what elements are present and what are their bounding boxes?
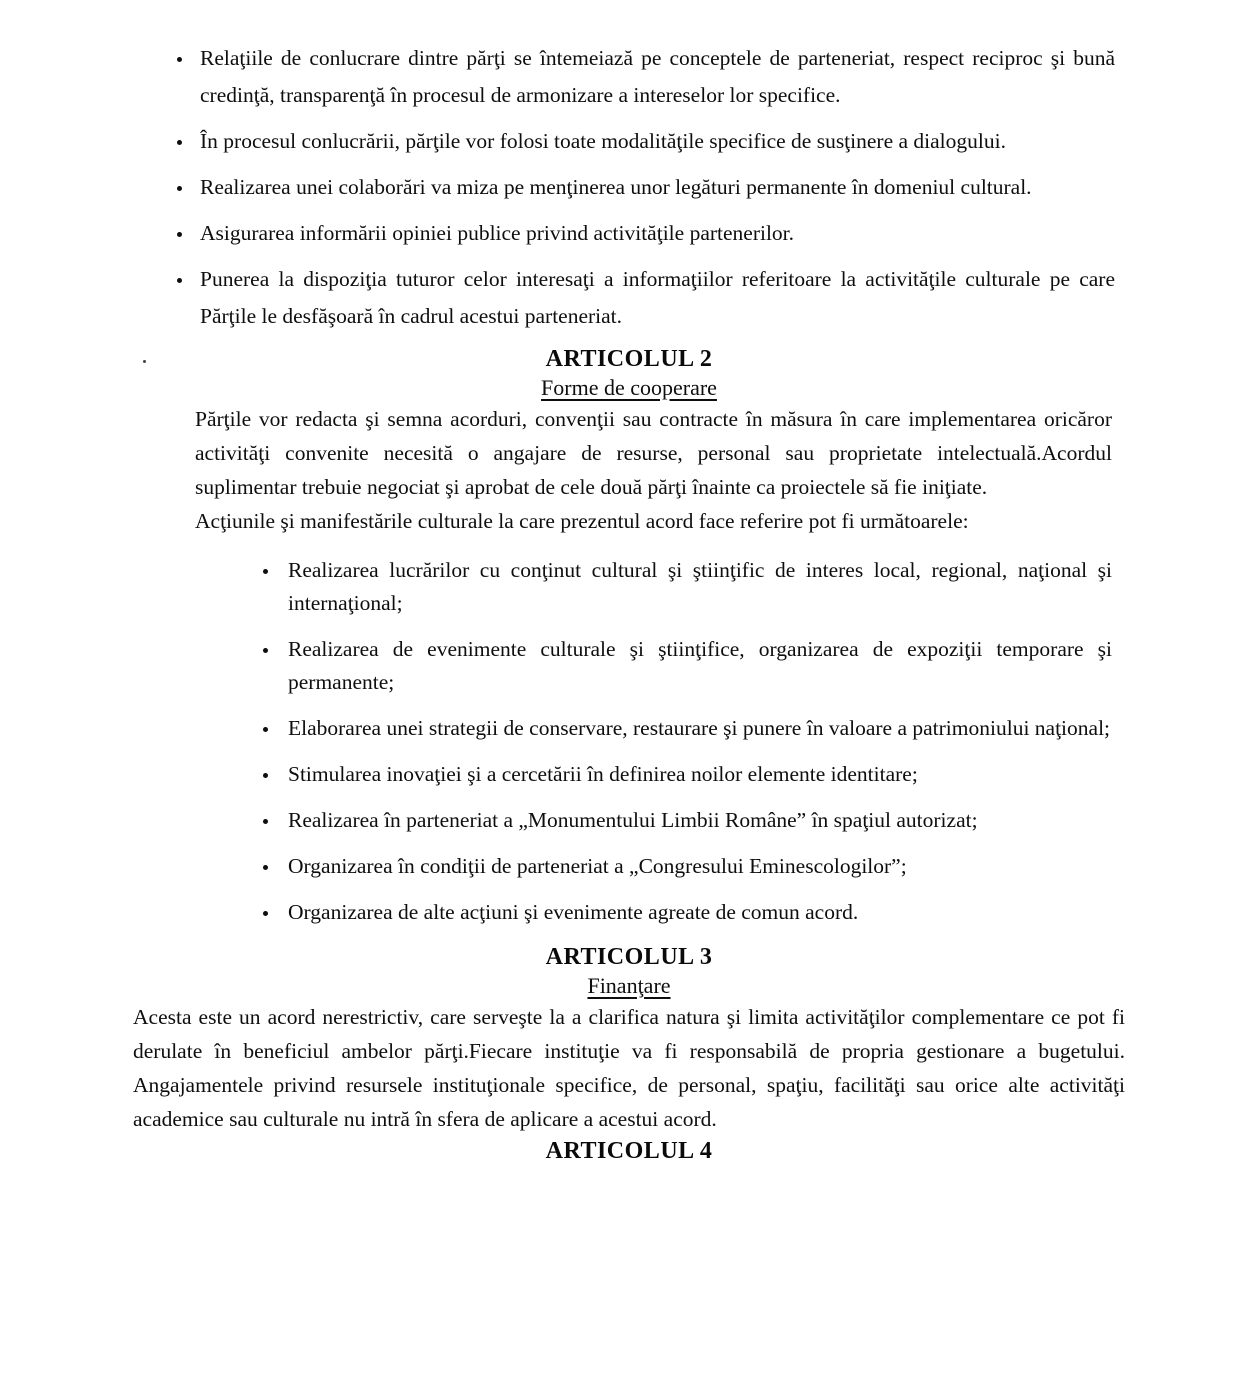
article-2-bullet-item	[280, 633, 1112, 699]
article-2-bullet-item	[280, 896, 1112, 929]
article-4-title: ARTICOLUL 4	[545, 1138, 713, 1164]
article-2-bullet-text: Organizarea în condiţii de parteneriat a „Congresului Eminescologilor”;	[288, 854, 907, 878]
article-2-bullet-text: Stimularea inovaţiei şi a cercetării în definirea noilor elemente identitare;	[288, 762, 918, 786]
article-2-bullet-item	[280, 758, 1112, 791]
intro-bullet-list	[133, 40, 1125, 335]
intro-bullet-text: Asigurarea informării opiniei publice privind activităţile partenerilor.	[200, 221, 795, 245]
article-2-subtitle: Forme de cooperare	[541, 375, 717, 400]
intro-bullet-text: Realizarea unei colaborări va miza pe menţinerea unor legături permanente în domeniul cultural.	[200, 175, 1032, 199]
article-2-bullet-text: Realizarea de evenimente culturale şi ştiinţifice, organizarea de expoziţii temporare şi permanente;	[288, 637, 1112, 694]
article-2-bullet-text: Organizarea de alte acţiuni şi evenimente agreate de comun acord.	[288, 900, 859, 924]
article-3-title: ARTICOLUL 3	[545, 944, 713, 970]
intro-bullet-item	[194, 261, 1115, 335]
article-2-bullet-item	[280, 850, 1112, 883]
article-2-lead: Acţiunile şi manifestările culturale la care prezentul acord face referire pot fi următoarele:	[195, 509, 969, 533]
intro-bullet-item	[194, 123, 1115, 160]
scan-artifact-dot	[143, 360, 146, 363]
article-3-paragraph: Acesta este un acord nerestrictiv, care serveşte la a clarifica natura şi limita activităţilor complementare ce pot fi derulate în beneficiul ambelor părţi.Fiecare instituţie va fi responsabilă de propria gestionare a bugetului. Angajamentele privind resursele instituţionale specifice, de personal, spaţiu, facilităţi sau orice alte activităţi academice sau culturale nu intră în sfera de aplicare a acestui acord.	[133, 1005, 1125, 1131]
article-2-bullet-item	[280, 554, 1112, 620]
intro-bullet-text: În procesul conlucrării, părţile vor folosi toate modalităţile specifice de susţinere a dialogului.	[200, 129, 1006, 153]
article-2-paragraph: Părţile vor redacta şi semna acorduri, convenţii sau contracte în măsura în care implementarea oricăror activităţi convenite necesită o angajare de resurse, personal sau proprietate intelectuală.Acordul suplimentar trebuie negociat şi aprobat de cele două părţi înainte ca proiectele să fie iniţiate.	[195, 407, 1112, 499]
intro-bullet-text: Relaţiile de conlucrare dintre părţi se întemeiază pe conceptele de parteneriat, respect reciproc şi bună credinţă, transparenţă în procesul de armonizare a intereselor lor specifice.	[200, 46, 1115, 107]
intro-bullet-text: Punerea la dispoziţia tuturor celor interesaţi a informaţiilor referitoare la activităţile culturale pe care Părţile le desfăşoară în cadrul acestui parteneriat.	[200, 267, 1115, 328]
intro-bullet-item	[194, 169, 1115, 206]
article-2-bullet-item	[280, 712, 1112, 745]
article-2-bullet-text: Elaborarea unei strategii de conservare, restaurare şi punere în valoare a patrimoniului naţional;	[288, 716, 1111, 740]
intro-bullet-item	[194, 40, 1115, 114]
article-2-bullet-item	[280, 804, 1112, 837]
article-2-bullet-list	[133, 554, 1125, 929]
article-2-bullet-text: Realizarea în parteneriat a „Monumentului Limbii Române” în spaţiul autorizat;	[288, 808, 978, 832]
article-2-bullet-text: Realizarea lucrărilor cu conţinut cultural şi ştiinţific de interes local, regional, naţional şi internaţional;	[288, 558, 1112, 615]
article-3-subtitle: Finanţare	[587, 973, 671, 998]
article-2-title: ARTICOLUL 2	[545, 346, 713, 372]
intro-bullet-item	[194, 215, 1115, 252]
